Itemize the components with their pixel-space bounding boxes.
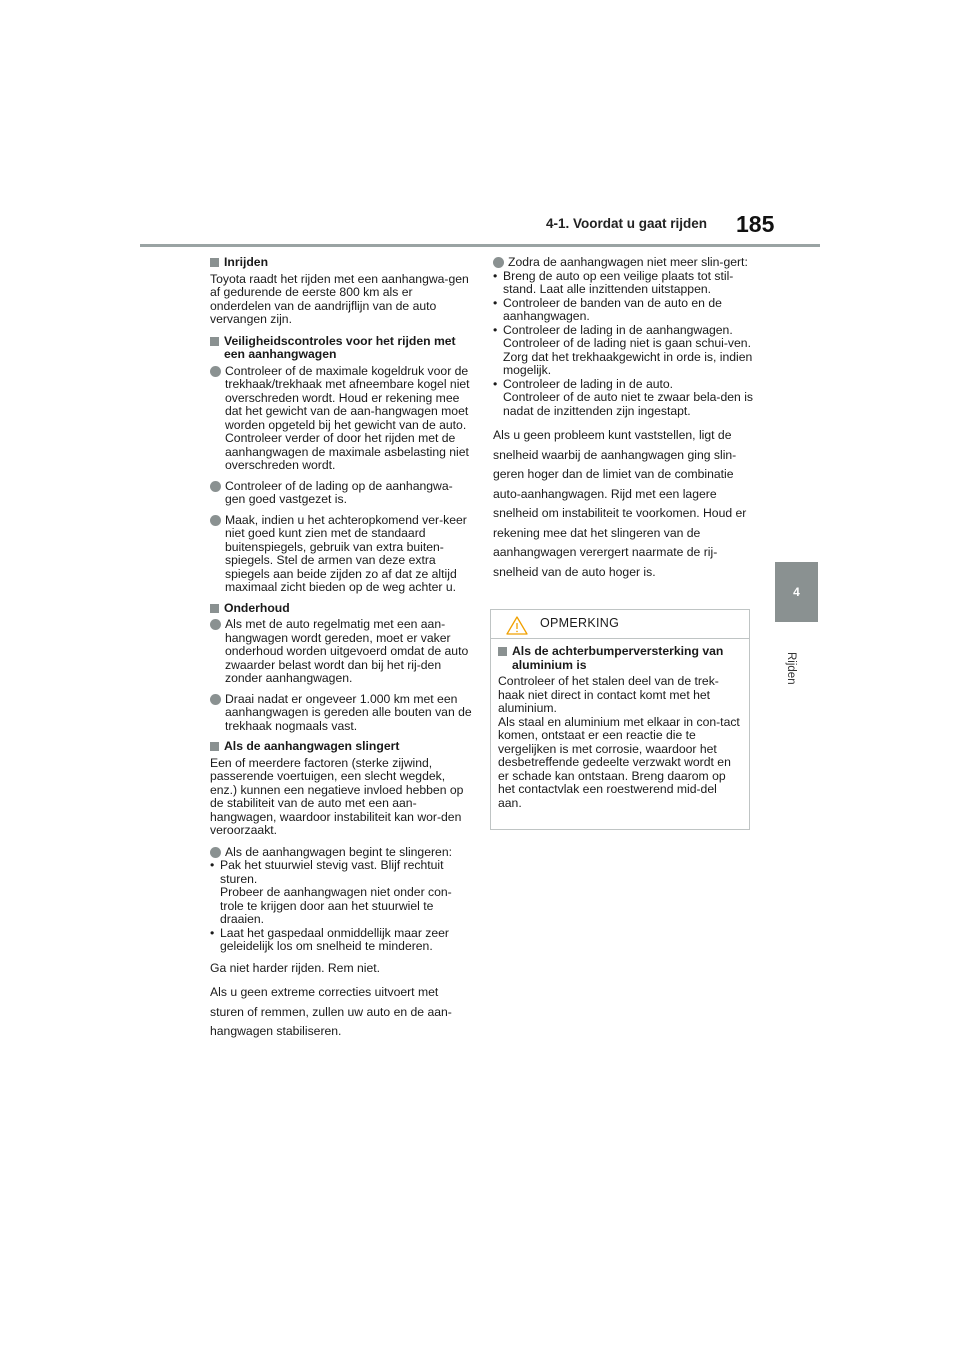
heading-text: Veiligheidscontroles voor het rijden met een aanhangwagen (224, 333, 456, 361)
circle-bullet-icon (210, 847, 221, 858)
paragraph: Als u geen probleem kunt vaststellen, ligt de snelheid waarbij de aanhangwagen ging slin-geren hoger dan de limiet van de combinatie auto-aanhangwagen. Rijd met een lagere snelheid om instabiliteit te voorkomen. Houd er rekening mee dat het slingeren van de aanhangwagen verergert naarmate de rij-snelheid van de auto hoger is. (493, 428, 747, 579)
dot-bullet-icon: • (493, 322, 498, 337)
warning-icon (506, 616, 528, 635)
sub-item-extra: Controleer of de lading niet is gaan schui-ven. Zorg dat het trekhaakgewicht in orde is, indien mogelijk. (503, 336, 753, 377)
section-title: 4-1. Voordat u gaat rijden (546, 216, 708, 231)
dot-bullet-icon: • (493, 268, 498, 283)
list-item (210, 365, 472, 473)
list-item (493, 256, 755, 270)
heading-text: Als de achterbumperversterking van aluminium is (512, 644, 724, 672)
right-column (493, 256, 755, 584)
circle-bullet-icon (210, 515, 221, 526)
note-text: Als staal en aluminium met elkaar in con-tact komen, ontstaat er een reactie die te vergelijken is met corrosie, waardoor het desbetreffende gedeelte verzwakt wordt en er schade kan ontstaan. Breng daarom op het contactvlak een roestwerend mid-del aan. (498, 714, 740, 810)
chapter-number: 4 (793, 585, 800, 599)
dot-bullet-icon: • (493, 295, 498, 310)
circle-bullet-icon (210, 619, 221, 630)
note-header (491, 610, 749, 639)
square-bullet-icon (210, 337, 219, 346)
circle-bullet-icon (210, 481, 221, 492)
sub-item (493, 297, 755, 324)
list-item (210, 514, 472, 595)
square-bullet-icon (210, 258, 219, 267)
chapter-tab (775, 562, 818, 622)
heading-text: Als de aanhangwagen slingert (224, 739, 400, 753)
sub-item-text: Breng de auto op een veilige plaats tot stil-stand. Laat alle inzittenden uitstappen. (503, 268, 734, 296)
heading-inrijden (210, 256, 472, 270)
paragraph: Toyota raadt het rijden met een aanhangwa-gen af gedurende de eerste 800 km als er onderdelen van de aandrijflijn van de auto vervangen zijn. (210, 271, 469, 326)
sub-item (493, 324, 755, 378)
heading-text: Inrijden (224, 255, 269, 269)
heading-slingert (210, 740, 472, 754)
sub-item-extra: Controleer of de auto niet te zwaar bela-den is nadat de inzittenden zijn ingestapt. (503, 390, 753, 418)
list-item-text: Zodra de aanhangwagen niet meer slin-gert: (508, 255, 748, 269)
paragraph: Ga niet harder rijden. Rem niet. (210, 960, 381, 975)
sub-item-extra: Probeer de aanhangwagen niet onder con-trole te krijgen door aan het stuurwiel te draaien. (220, 885, 452, 926)
paragraph: Een of meerdere factoren (sterke zijwind, passerende voertuigen, een slecht wegdek, enz.) kunnen een negatieve invloed hebben op de stabiliteit van de auto met een aan-hangwagen, waardoor instabiliteit kan wor-den veroorzaakt. (210, 755, 464, 837)
note-title: OPMERKING (540, 616, 620, 630)
header-divider (140, 244, 820, 247)
sub-item (493, 378, 755, 419)
list-item-text: Controleer of de lading op de aanhangwa-gen goed vastgezet is. (225, 478, 453, 506)
dot-bullet-icon: • (210, 858, 215, 872)
heading-onderhoud (210, 602, 472, 616)
sub-item-text: Laat het gaspedaal onmiddellijk maar zeer geleidelijk los om snelheid te minderen. (220, 925, 449, 953)
dot-bullet-icon: • (210, 925, 215, 940)
list-item (210, 846, 472, 860)
list-item-text: Controleer of de maximale kogeldruk voor de trekhaak/trekhaak met afneembare kogel niet overschreden wordt. Houd er rekening mee dat het gewicht van de aan-hangwagen moet worden opgeteld bij het gewicht van de auto. Controleer verder of door het rijden met de aanhangwagen de maximale asbelasting niet overschreden wordt. (225, 363, 470, 472)
page-number: 185 (736, 211, 775, 237)
heading-veiligheidscontroles (210, 335, 472, 362)
sub-item-text: Controleer de lading in de auto. (503, 376, 674, 391)
square-bullet-icon (210, 604, 219, 613)
list-item-text: Als met de auto regelmatig met een aan-hangwagen wordt gereden, moet er vaker onderhoud worden uitgevoerd omdat de auto zwaarder belast wordt dan bij het rij-den zonder aanhangwagen. (225, 617, 469, 685)
list-item (210, 480, 472, 507)
note-text: Controleer of het stalen deel van de trek-haak niet direct in contact komt met het aluminium. (498, 674, 719, 715)
dot-bullet-icon: • (493, 376, 498, 391)
square-bullet-icon (498, 647, 507, 656)
note-heading (498, 645, 742, 672)
list-item-text: Als de aanhangwagen begint te slingeren: (225, 844, 452, 859)
sub-item (210, 927, 472, 954)
chapter-label: Rijden (785, 652, 797, 685)
circle-bullet-icon (493, 257, 504, 268)
paragraph: Als u geen extreme correcties uitvoert met sturen of remmen, zullen uw auto en de aan-hangwagen stabiliseren. (210, 985, 452, 1038)
heading-text: Onderhoud (224, 600, 290, 615)
left-column (210, 256, 472, 1044)
sub-item-text: Controleer de banden van de auto en de aanhangwagen. (503, 295, 722, 323)
square-bullet-icon (210, 742, 219, 751)
circle-bullet-icon (210, 694, 221, 705)
circle-bullet-icon (210, 366, 221, 377)
sub-item-text: Controleer de lading in de aanhangwagen. (503, 322, 733, 337)
sub-item (493, 270, 755, 297)
note-body (491, 639, 749, 810)
list-item-text: Draai nadat er ongeveer 1.000 km met een aanhangwagen is gereden alle bouten van de trekhaak nogmaals vast. (225, 691, 472, 733)
list-item (210, 693, 472, 734)
list-item (210, 618, 472, 686)
list-item-text: Maak, indien u het achteropkomend ver-keer niet goed kunt zien met de standaard buitenspiegels, gebruik van extra buiten-spiegels. Stel de armen van deze extra spiegels aan beide zijden zo af dat ze altijd maximaal zicht bieden op de weg achter u. (225, 512, 467, 594)
sub-item-text: Pak het stuurwiel stevig vast. Blijf rechtuit sturen. (220, 858, 444, 886)
note-box (490, 609, 750, 830)
sub-item (210, 859, 472, 927)
